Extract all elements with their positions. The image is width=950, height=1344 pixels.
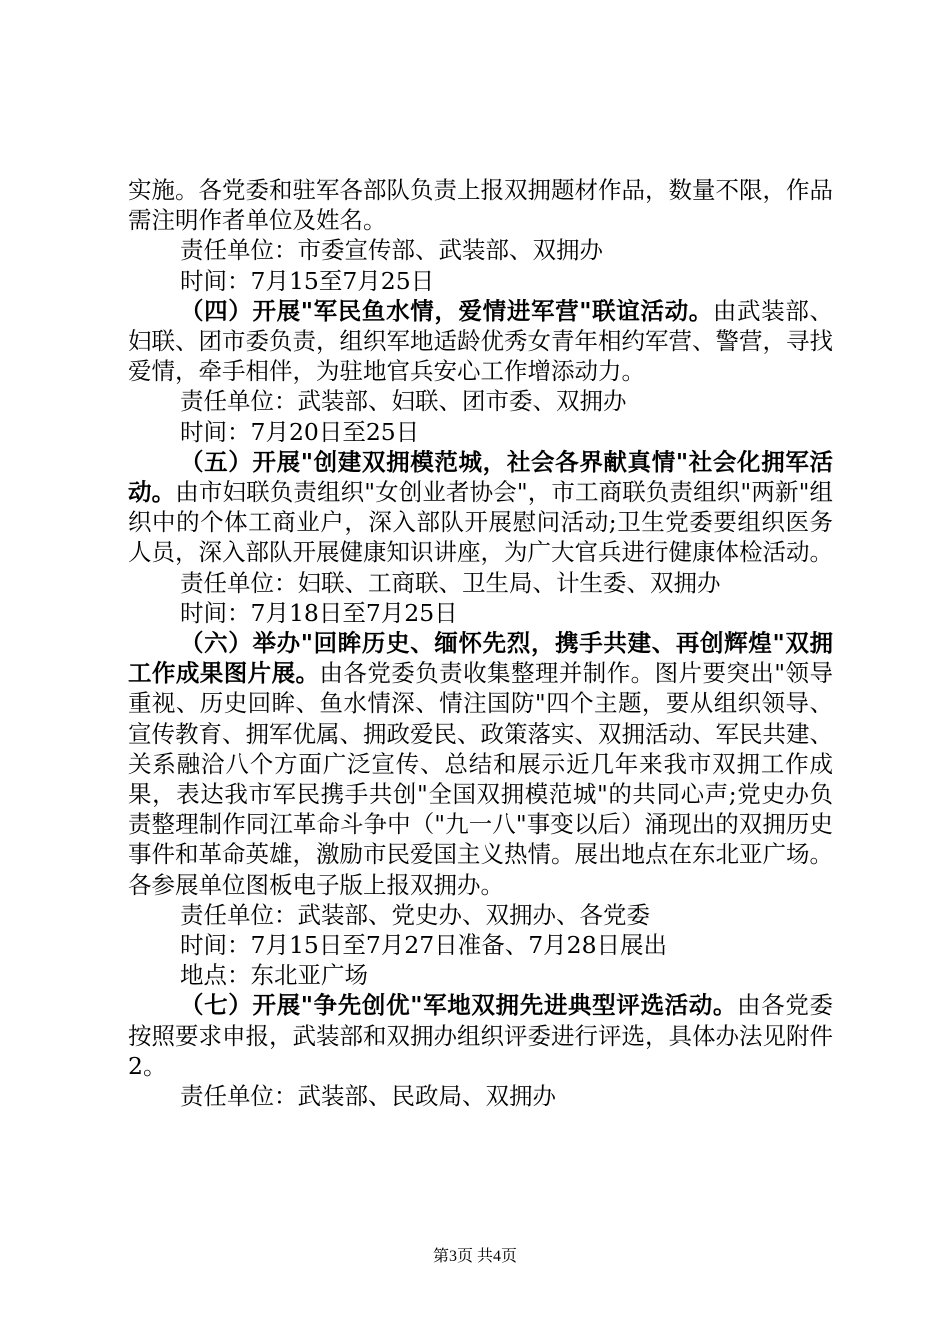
paragraph-continuation: 实施。各党委和驻军各部队负责上报双拥题材作品，数量不限，作品需注明作者单位及姓名。 (128, 176, 833, 235)
location-line: 地点：东北亚广场 (180, 961, 368, 990)
activity-heading: （七）开展"争先创优"军地双拥先进典型评选活动。 (180, 991, 738, 1020)
responsible-units: 责任单位：妇联、工商联、卫生局、计生委、双拥办 (180, 568, 721, 597)
activity-text: 由各党委负责收集整理并制作。图片要突出"领导重视、历史回眸、鱼水情深、情注国防"四个主题，要从组织领导、宣传教育、拥军优属、拥政爱民、政策落实、双拥活动、军民共建、关系融洽八个方面广泛宣传、总结和展示近几年来我市双拥工作成果，表达我市军民携手共创"全国双拥模范城"的共同心声;党史办负责整理制作同江革命斗争中（"九一八"事变以后）涌现出的双拥历史事件和革命英雄，激励市民爱国主义热情。展出地点在东北亚广场。各参展单位图板电子版上报双拥办。 (128, 659, 833, 899)
activity-heading: （五）开展"创建双拥模范城，社会各界献真情"社会化拥军活动。 (128, 447, 833, 507)
responsible-units: 责任单位：武装部、妇联、团市委、双拥办 (180, 387, 627, 416)
responsible-units: 责任单位：市委宣传部、武装部、双拥办 (180, 236, 603, 265)
page-footer: 第3页 共4页 (432, 1248, 517, 1265)
activity-item-5 (128, 447, 833, 568)
time-line: 时间：7月18日至7月25日 (180, 598, 458, 627)
responsible-units: 责任单位：武装部、党史办、双拥办、各党委 (180, 900, 650, 929)
time-line: 时间：7月15日至7月27日准备、7月28日展出 (180, 931, 668, 960)
activity-heading: （六）举办"回眸历史、缅怀先烈，携手共建、再创辉煌"双拥工作成果图片展。 (128, 629, 833, 688)
document-body (128, 175, 833, 1111)
activity-text: 由武装部、妇联、团市委负责，组织军地适龄优秀女青年相约军营、警营，寻找爱情，牵手相伴，为驻地官兵安心工作增添动力。 (128, 296, 833, 386)
activity-text: 由市妇联负责组织"女创业者协会"，市工商联负责组织"两新"组织中的个体工商业户，深入部队开展慰问活动;卫生党委要组织医务人员，深入部队开展健康知识讲座，为广大官兵进行健康体检活动。 (128, 478, 833, 567)
activity-item-6 (128, 628, 833, 900)
activity-item-4 (128, 296, 833, 387)
time-line: 时间：7月20日至25日 (180, 417, 420, 446)
activity-heading: （四）开展"军民鱼水情，爱情进军营"联谊活动。 (180, 296, 713, 325)
time-line: 时间：7月15至7月25日 (180, 266, 435, 295)
activity-item-7 (128, 990, 833, 1081)
activity-text: 由各党委按照要求申报，武装部和双拥办组织评委进行评选，具体办法见附件2。 (128, 991, 833, 1080)
responsible-units: 责任单位：武装部、民政局、双拥办 (180, 1082, 556, 1111)
